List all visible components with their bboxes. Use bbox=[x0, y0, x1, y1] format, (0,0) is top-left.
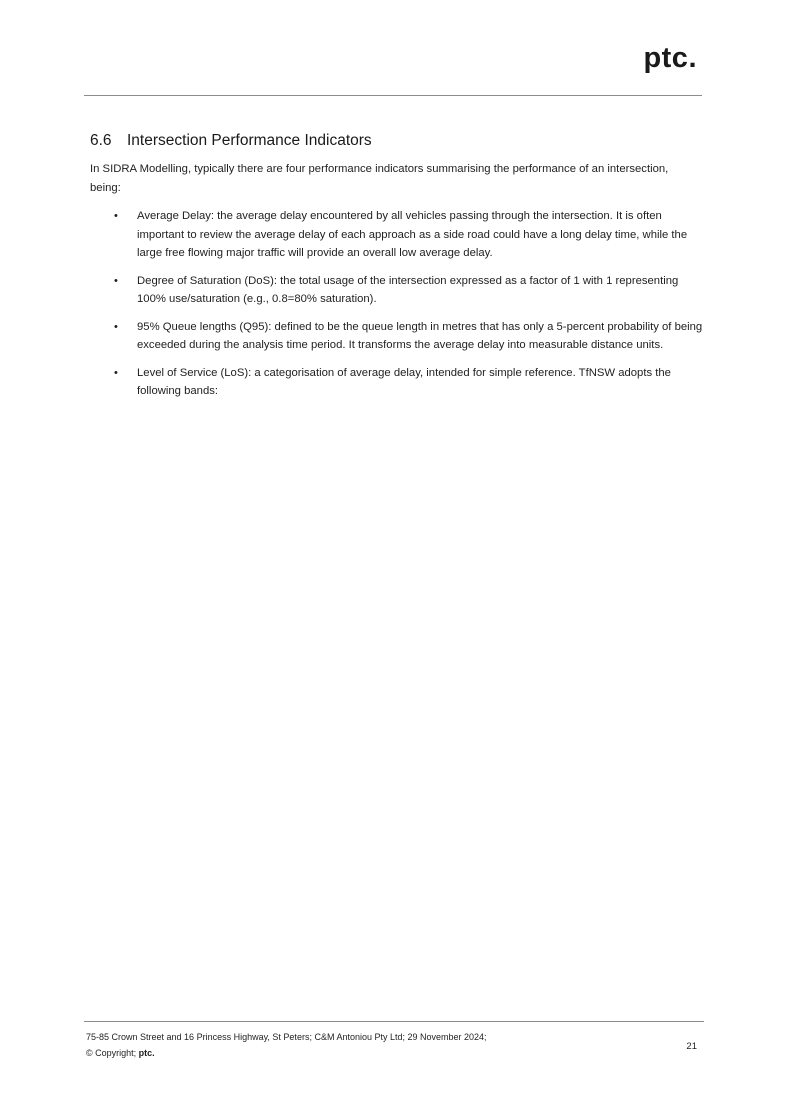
bullet-icon: • bbox=[114, 320, 118, 333]
section-title: Intersection Performance Indicators bbox=[127, 132, 372, 149]
section-heading bbox=[90, 131, 372, 151]
list-item-queue-lengths bbox=[114, 318, 704, 355]
bullet-icon: • bbox=[114, 366, 118, 379]
footer-project-info: 75-85 Crown Street and 16 Princess Highway, St Peters; C&M Antoniou Pty Ltd; 29 November 2024; bbox=[86, 1032, 487, 1042]
page-number: 21 bbox=[686, 1041, 697, 1052]
bullet-icon: • bbox=[114, 210, 118, 222]
list-item-text: 95% Queue lengths (Q95): defined to be the queue length in metres that has only a 5-percent probability of being exceeded during the analysis time period. It transforms the average delay into measurable distance units. bbox=[137, 320, 703, 351]
list-item-degree-of-saturation bbox=[114, 272, 704, 309]
intro-paragraph: In SIDRA Modelling, typically there are four performance indicators summarising the performance of an intersection, being: bbox=[90, 163, 669, 194]
list-item-level-of-service bbox=[114, 364, 704, 401]
list-item-text: Average Delay: the average delay encountered by all vehicles passing through the intersection. It is often important to review the average delay of each approach as a side road could have a long delay time, while the large free flowing major traffic will provide an overall low average delay. bbox=[137, 210, 688, 259]
copyright-brand: ptc. bbox=[138, 1048, 155, 1058]
footer-copyright bbox=[86, 1047, 155, 1059]
performance-indicator-list bbox=[114, 207, 704, 410]
list-item-text: Level of Service (LoS): a categorisation of average delay, intended for simple reference. TfNSW adopts the following bands: bbox=[137, 366, 671, 397]
bullet-icon: • bbox=[114, 274, 118, 287]
list-item-text: Degree of Saturation (DoS): the total usage of the intersection expressed as a factor of 1 with 1 representing 100% use/saturation (e.g., 0.8=80% saturation). bbox=[137, 274, 679, 305]
header-divider bbox=[84, 95, 702, 96]
footer-divider bbox=[84, 1021, 704, 1022]
list-item-average-delay bbox=[114, 207, 704, 263]
ptc-logo: ptc. bbox=[643, 42, 697, 74]
section-number: 6.6 bbox=[90, 132, 112, 149]
copyright-prefix: © Copyright; bbox=[86, 1048, 139, 1058]
